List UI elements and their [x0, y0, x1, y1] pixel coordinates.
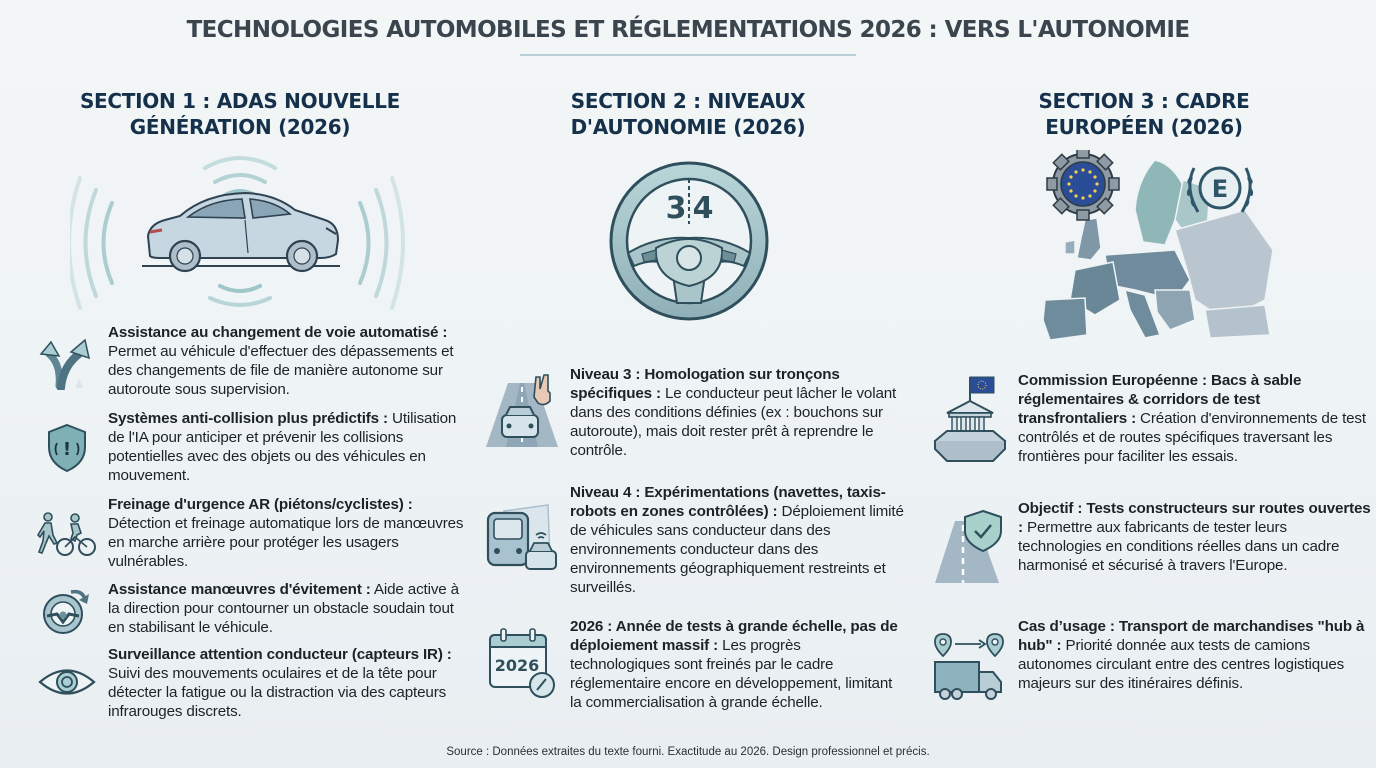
- item-title: 2026 : Année de tests à grande échelle, pas de déploiement massif :: [570, 618, 898, 654]
- item-title: Cas d’usage : Transport de marchandises "hub à hub" :: [1018, 618, 1365, 654]
- section-2-item-3: [484, 617, 904, 712]
- section-3-item-3: [932, 617, 1372, 709]
- item-body: Suivi des mouvements oculaires et de la tête pour détecter la fatigue ou la distraction via des capteurs infrarouges discrets.: [108, 665, 447, 720]
- title-divider: [520, 54, 856, 56]
- item-body: Déploiement limité de véhicules sans conducteur dans des environnements conducteur dans des environnements géographiquement restreints et surveillés.: [570, 503, 904, 596]
- section-3-item-2: [932, 499, 1372, 589]
- item-title: Niveau 3 : Homologation sur tronçons spécifiques :: [570, 366, 840, 402]
- item-body: Détection et freinage automatique lors de manœuvres en marche arrière pour protéger les usagers vulnérables.: [108, 515, 464, 570]
- eu-institution-building-icon: [932, 373, 1008, 463]
- item-body: Les progrès technologiques sont freinés par le cadre réglementaire encore en développement, limitant la commercialisation à grande échelle.: [570, 637, 893, 711]
- section-3-heading-line1: SECTION 3 : CADRE: [1038, 89, 1250, 113]
- section-1-heading-line1: SECTION 1 : ADAS NOUVELLE: [79, 89, 401, 113]
- item-text: [108, 323, 472, 399]
- item-body: Priorité donnée aux tests de camions autonomes circulant entre des centres logistiques majeurs sur des itinéraires définis.: [1018, 637, 1345, 692]
- item-text: [108, 409, 472, 485]
- svg-text:!: !: [62, 439, 72, 460]
- europe-map-icon: [1025, 150, 1275, 345]
- eu-badge-letter: E: [1211, 175, 1229, 203]
- item-text: [108, 580, 472, 637]
- item-text: [570, 365, 904, 460]
- item-body: Permet au véhicule d'effectuer des dépassements et des changements de file de manière autonome sur autoroute sous supervision.: [108, 343, 454, 398]
- item-text: [108, 495, 472, 571]
- eye-monitoring-icon: [36, 651, 98, 713]
- section-3-heading-line2: EUROPÉEN (2026): [1045, 115, 1243, 139]
- item-text: [570, 617, 904, 712]
- section-1-heading-line2: GÉNÉRATION (2026): [129, 115, 351, 139]
- level-3-label: 3: [665, 191, 687, 226]
- section-2-heading-line2: D'AUTONOMIE (2026): [570, 115, 806, 139]
- calendar-2026-gauge-icon: [484, 623, 560, 703]
- item-text: [1018, 371, 1372, 466]
- section-1-item-4: [36, 580, 472, 640]
- item-text: [1018, 617, 1372, 693]
- steering-wheel-swerve-icon: [36, 582, 98, 640]
- item-text: [1018, 499, 1372, 575]
- section-1-item-2: [36, 409, 472, 485]
- item-body: Le conducteur peut lâcher le volant dans des conditions définies (ex : bouchons sur autoroute), mais doit rester prêt à reprendre le contrôle.: [570, 385, 897, 459]
- section-2-heading-line1: SECTION 2 : NIVEAUX: [570, 89, 806, 113]
- section-2-item-2: [484, 483, 904, 597]
- page-title: TECHNOLOGIES AUTOMOBILES ET RÉGLEMENTATIONS 2026 : VERS L'AUTONOMIE: [186, 17, 1190, 43]
- section-3-item-1: [932, 371, 1372, 466]
- section-2-item-1: [484, 365, 904, 460]
- section-2-heading: [488, 88, 888, 140]
- item-text: [570, 483, 904, 597]
- item-title: Assistance manœuvres d'évitement :: [108, 581, 371, 598]
- section-1-item-1: [36, 323, 472, 399]
- lane-change-arrows-icon: [36, 331, 98, 393]
- item-title: Systèmes anti-collision plus prédictifs :: [108, 410, 388, 427]
- item-title: Freinage d'urgence AR (piétons/cyclistes) :: [108, 496, 413, 513]
- pedestrian-cyclist-icon: [36, 503, 98, 565]
- source-footer: Source : Données extraites du texte fourni. Exactitude au 2026. Design professionnel et précis.: [446, 746, 930, 758]
- shuttle-robotaxi-icon: [484, 499, 560, 579]
- road-car-hand-icon: [484, 371, 560, 451]
- shield-alert-icon: [36, 417, 98, 479]
- section-3-heading: [944, 88, 1344, 140]
- calendar-year: 2026: [494, 656, 540, 675]
- section-1-heading: [40, 88, 440, 140]
- item-title: Assistance au changement de voie automatisé :: [108, 324, 448, 341]
- truck-hub-to-hub-icon: [932, 625, 1008, 709]
- item-body: Utilisation de l'IA pour anticiper et prévenir les collisions potentielles avec des objets ou des véhicules en mouvement.: [108, 410, 457, 484]
- item-text: [108, 645, 472, 721]
- section-1-item-3: [36, 495, 472, 571]
- item-title: Objectif : Tests constructeurs sur routes ouvertes :: [1018, 500, 1371, 536]
- item-body: Aide active à la direction pour contourner un obstacle soudain tout en stabilisant le véhicule.: [108, 581, 459, 636]
- item-title: Niveau 4 : Expérimentations (navettes, taxis-robots en zones contrôlées) :: [570, 484, 886, 520]
- item-body: Création d'environnements de test contrôlés et de routes spécifiques traversant les frontières pour faciliter les essais.: [1018, 410, 1366, 465]
- level-4-label: 4: [692, 191, 714, 226]
- item-title: Surveillance attention conducteur (capteurs IR) :: [108, 646, 452, 663]
- item-body: Permettre aux fabricants de tester leurs technologies en conditions réelles dans un cadre harmonisé et sécurisé à travers l'Europe.: [1018, 519, 1340, 574]
- steering-wheel-levels-icon: [606, 158, 772, 324]
- car-sensor-waves-icon: [70, 148, 410, 313]
- road-shield-check-icon: [932, 505, 1008, 589]
- section-1-item-5: [36, 645, 472, 721]
- item-title: Commission Européenne : Bacs à sable réglementaires & corridors de test transfrontaliers :: [1018, 372, 1302, 427]
